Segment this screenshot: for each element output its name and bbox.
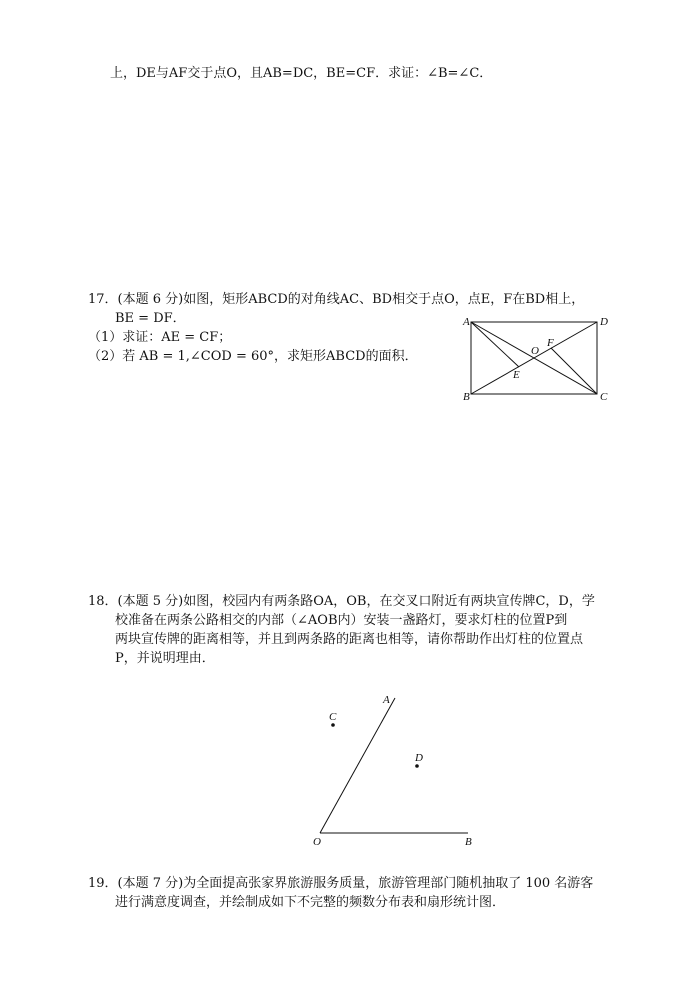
q16-condition-text: 上，DE与AF交于点O，且AB=DC，BE=CF．求证：∠B=∠C． (110, 66, 493, 81)
label-o: O (531, 345, 539, 357)
point-d (415, 764, 419, 768)
label-f: F (547, 337, 554, 349)
q19-line-1: 19．(本题 7 分)为全面提高张家界旅游服务质量，旅游管理部门随机抽取了 100 名游客 (88, 876, 594, 891)
q17-part-2: （2）若 AB = 1,∠COD = 60°，求矩形ABCD的面积． (88, 349, 418, 364)
label-c: C (329, 711, 337, 723)
label-a: A (383, 694, 390, 706)
label-a: A (463, 316, 470, 328)
q17-line-1: 17．(本题 6 分)如图，矩形ABCD的对角线AC、BD相交于点O，点E，F在BD相上， (88, 292, 585, 307)
label-d: D (600, 316, 608, 328)
q17-line-2: BE = DF． (115, 311, 186, 326)
q18-line-3: 两块宣传牌的距离相等，并且到两条路的距离也相等，请你帮助作出灯柱的位置点 (115, 632, 584, 647)
q18-line-2: 校准备在两条公路相交的内部（∠AOB内）安装一盏路灯，要求灯柱的位置P到 (115, 613, 568, 628)
q18-line-1: 18．(本题 5 分)如图，校园内有两条路OA，OB，在交叉口附近有两块宣传牌C，D，学 (88, 594, 595, 609)
label-e: E (513, 369, 520, 381)
label-d: D (415, 752, 423, 764)
label-c: C (600, 391, 608, 403)
segment-cf (551, 348, 597, 394)
label-o: O (313, 836, 321, 848)
label-b: B (463, 391, 470, 403)
point-c (331, 723, 335, 727)
q17-part-1: （1）求证：AE = CF； (88, 330, 232, 345)
q19-line-2: 进行满意度调查，并绘制成如下不完整的频数分布表和扇形统计图． (115, 895, 506, 910)
q18-angle-figure (305, 688, 485, 850)
q18-line-4: P，并说明理由． (115, 651, 215, 666)
q17-rectangle-figure (455, 312, 615, 404)
segment-ae (471, 322, 519, 367)
label-b: B (465, 836, 472, 848)
